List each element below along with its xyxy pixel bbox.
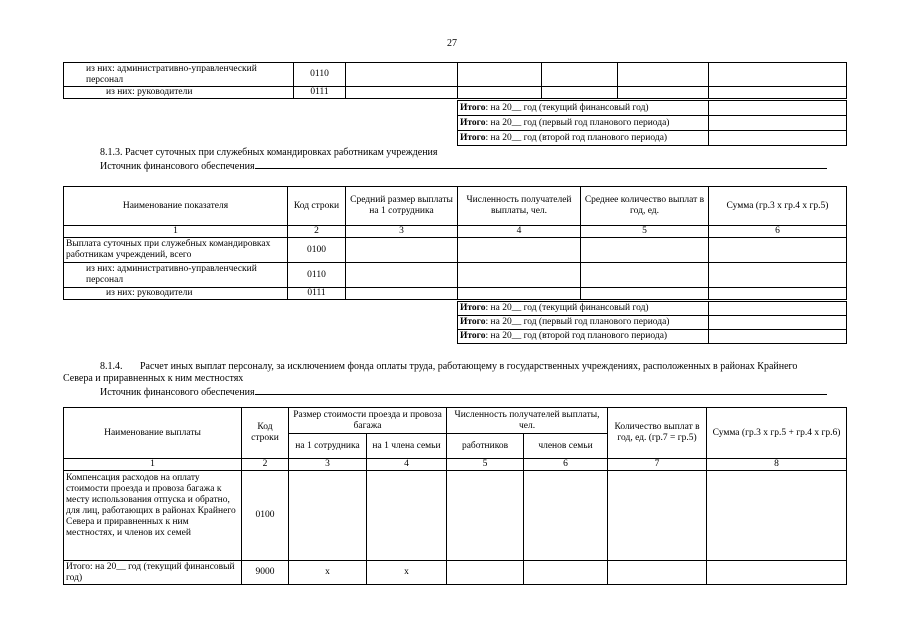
number-row: 1 2 3 4 5 6 <box>64 226 847 238</box>
row-name: из них: административно-управленческий персонал <box>64 263 288 288</box>
col-header-code: Код строки <box>242 408 289 459</box>
row-name: из них: руководители <box>64 288 288 300</box>
total-row: Итого: на 20__ год (второй год планового периода) <box>458 131 847 146</box>
table-row <box>64 288 847 300</box>
table-row <box>64 87 847 99</box>
row-code: 0111 <box>294 87 346 99</box>
col-header-cost: Размер стоимости проезда и провоза багажа <box>289 408 447 434</box>
row-name: Итого: на 20__ год (текущий финансовый год) <box>64 561 242 585</box>
total-row: Итого: на 20__ год (первый год планового периода) <box>458 316 847 330</box>
header-row <box>64 187 847 226</box>
top-totals-table <box>457 100 847 146</box>
row-name: Компенсация расходов на оплату стоимости проезда и провоза багажа к месту использования отпуска и обратно, для лиц, работающих в районах Крайнего Севера и приравненных к ним местностях, и членов их семей <box>64 471 242 561</box>
section-813-title: 8.1.3. Расчет суточных при служебных командировках работникам учреждения <box>100 147 438 158</box>
section-814-source: Источник финансового обеспечения <box>100 385 845 398</box>
total-row: Итого: на 20__ год (текущий финансовый год) <box>458 302 847 316</box>
daily-allowance-totals <box>457 301 847 344</box>
page-number: 27 <box>447 38 457 49</box>
source-underline <box>255 159 827 169</box>
top-continuation-table <box>63 62 847 99</box>
col-header-rec-fam: членов семьи <box>524 434 608 459</box>
col-header: Сумма (гр.3 х гр.4 х гр.5) <box>709 187 847 226</box>
col-header: Численность получателей выплаты, чел. <box>458 187 581 226</box>
row-code: 9000 <box>242 561 289 585</box>
total-row: Итого: на 20__ год (второй год планового периода) <box>458 330 847 344</box>
total-row: Итого: на 20__ год (первый год планового периода) <box>458 116 847 131</box>
row-name: из них: административно-управленческий персонал <box>64 63 294 87</box>
row-cell-x: x <box>289 561 367 585</box>
col-header-cost-fam: на 1 члена семьи <box>367 434 447 459</box>
daily-allowance-table <box>63 186 847 300</box>
total-row: Итого: на 20__ год (текущий финансовый год) <box>458 101 847 116</box>
row-code: 0110 <box>288 263 346 288</box>
col-header: Наименование показателя <box>64 187 288 226</box>
table-row <box>64 561 847 585</box>
table-row <box>64 471 847 561</box>
section-814-title-cont: Севера и приравненных к ним местностях <box>63 373 244 384</box>
row-code: 0100 <box>288 238 346 263</box>
section-814-title: Расчет иных выплат персоналу, за исключением фонда оплаты труда, работающему в государственных учреждениях, расположенных в районах Крайнего <box>140 361 798 372</box>
source-underline <box>255 385 827 395</box>
row-code: 0100 <box>242 471 289 561</box>
row-name: из них: руководители <box>64 87 294 99</box>
col-header-name: Наименование выплаты <box>64 408 242 459</box>
row-code: 0110 <box>294 63 346 87</box>
row-cell-x: x <box>367 561 447 585</box>
col-header: Среднее количество выплат в год, ед. <box>581 187 709 226</box>
col-header: Код строки <box>288 187 346 226</box>
table-row <box>64 238 847 263</box>
row-code: 0111 <box>288 288 346 300</box>
col-header-rec-emp: работников <box>447 434 524 459</box>
row-name: Выплата суточных при служебных командировках работникам учреждений, всего <box>64 238 288 263</box>
col-header-cost-emp: на 1 сотрудника <box>289 434 367 459</box>
header-row <box>64 408 847 434</box>
col-header-recipients: Численность получателей выплаты, чел. <box>447 408 608 434</box>
number-row: 1 2 3 4 5 6 7 8 <box>64 459 847 471</box>
table-row <box>64 63 847 87</box>
table-row <box>64 263 847 288</box>
section-814-number: 8.1.4. <box>100 361 123 372</box>
col-header: Средний размер выплаты на 1 сотрудника <box>346 187 458 226</box>
travel-compensation-table <box>63 407 847 585</box>
section-813-source: Источник финансового обеспечения <box>100 159 840 172</box>
col-header-count: Количество выплат в год, ед. (гр.7 = гр.5) <box>608 408 707 459</box>
col-header-sum: Сумма (гр.3 х гр.5 + гр.4 х гр.6) <box>707 408 847 459</box>
